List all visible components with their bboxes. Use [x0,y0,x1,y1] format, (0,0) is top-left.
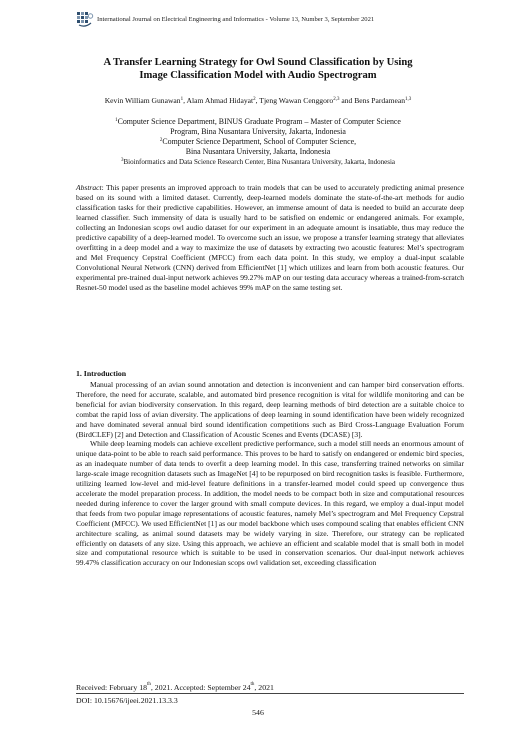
abstract [76,183,464,293]
abstract-text: : This paper presents an improved approach to train models that can be used to accurately predicting animal presence based on its sound with a limited dataset. Currently, deep-learned models dominate the state-of-the-art methods for audio classification tasks for their predictive capabilities. However, an immense amount of data is needed to build an accurate deep learned classifier. Such immensity of data is usually hard to be satisfied on endemic or endangered animals. For example, collecting an Indonesian scops owl audio dataset for our experiment in an adequate amount is insatiable, thus may reduce the predictive capability of a deep-learned model. To overcome such an issue, we propose a transfer learning strategy that alleviates overfitting in a deep model and a way to maximize the use of datasets by extracting two acoustic features: Mel’s spectrogram and Mel Frequency Cepstral Coefficient (MFCC) from each data point. In this study, we employ a dual-input scalable Convolutional Neural Network (CNN) derived from EfficientNet [1] which utilizes and learn from both acoustic features. Our experimental pre-trained dual-input network achieves 99.27% mAP on our testing data accuracy whereas a trained-from-scratch Resnet-50 model used as the baseline model achieves 99% mAP on the same testing set. [76,183,464,292]
footer-divider [76,693,464,694]
paragraph-1: Manual processing of an avian sound annotation and detection is inconvenient and can hamper bird conservation efforts. Therefore, the need for accurate, scalable, and automated bird presence recognition is vital for wildlife monitoring and can be beneficial for avian biodiversity conservation. In this regard, deep learning methods of bird detection are a suitable choice to combat the rapid loss of avian diversity. The applications of deep learning in sound identification have been widely recognized and have dominated several annual bird sound identification competitions such as Bird Cross-Language Evaluation Forum (BirdCLEF) [2] and Detection and Classification of Acoustic Scenes and Events (DCASE) [3]. [76,380,464,439]
accepted-date: , 2021. Accepted: September 24 [150,683,251,692]
received-date-suffix: th [147,682,151,687]
affiliation-3-line-1 [76,157,440,167]
received-date: Received: February 18 [76,683,148,692]
page-number: 546 [252,708,264,717]
author-4-affiliation: 1,3 [405,97,412,102]
affiliation-2-line-1 [76,137,440,147]
introduction-body [76,380,464,568]
journal-logo-icon [76,11,94,29]
author-list [60,96,456,106]
title-line-2: Image Classification Model with Audio Spectrogram [139,70,377,81]
affiliation-2-marker: 2 [159,138,163,143]
affiliation-1-marker: 1 [115,118,118,123]
affiliation-2-text: Computer Science Department, School of Computer Science, [162,137,357,146]
author-1: Kevin William Gunawan [104,96,181,105]
accepted-date-suffix: th [250,682,255,687]
doi-link[interactable]: DOI: 10.15676/ijeei.2021.13.3.3 [76,696,178,705]
affiliations [76,117,440,167]
author-2-affiliation: 2 [253,97,256,102]
affiliation-3-text: Bioinformatics and Data Science Research Center, Bina Nusantara University, Jakarta, Indonesia [123,158,396,166]
received-accepted-dates [76,683,274,692]
author-4: and Bens Pardamean [339,96,406,105]
paper-title [60,56,456,82]
running-header [76,10,476,32]
title-line-1: A Transfer Learning Strategy for Owl Sound Classification by Using [103,57,413,68]
author-2: , Alam Ahmad Hidayat [183,96,254,105]
accepted-year: , 2021 [254,683,274,692]
affiliation-1-line-2: Program, Bina Nusantara University, Jakarta, Indonesia [170,127,346,136]
paragraph-2: While deep learning models can achieve excellent predictive performance, such a model still needs an enormous amount of unique data-point to be able to reach said performance. This proves to be hard to satisfy on endangered or endemic bird species, as an inadequate number of data tends to overfit a deep learning model. In this case, transferring trained networks on similar large-scale image recognition datasets such as ImageNet [4] to be repurposed on bird recognition tasks is feasible. Furthermore, utilizing learned low-level and mid-level feature definitions in a transfer-learned model could speed up convergence thus accelerate the model preparation process. In addition, the model needs to be compact both in size and computational resources needed during inference to cover the larger ground with small compute devices. In this regard, we employ a dual-input model that feeds from two popular image representations of acoustic features, namely Mel’s spectrogram and Mel Frequency Cepstral Coefficient (MFCC). We used EfficientNet [1] as our model backbone which uses compound scaling that enables efficient CNN architecture scaling, as animal sound datasets may be widely varying in size. Therefore, our strategy can be replicated efficiently on datasets of any size. Using this approach, we achieve an efficient and scalable model that is small both in model size and computational resource which is suitable to be used in conservation scenarios. Our dual-input network achieves 99.47% classification accuracy on our Indonesian scops owl validation set, exceeding classification [76,439,464,568]
affiliation-3-marker: 3 [120,158,124,163]
author-3: , Tjeng Wawan Cenggoro [255,96,334,105]
affiliation-1-text: Computer Science Department, BINUS Graduate Program – Master of Computer Science [117,117,401,126]
section-heading-introduction: 1. Introduction [76,369,127,378]
affiliation-1-line-1 [76,117,440,127]
affiliation-2-line-2: Bina Nusantara University, Jakarta, Indonesia [185,147,331,156]
journal-name: International Journal on Electrical Engineering and Informatics - Volume 13, Number 3, September 2021 [97,16,375,23]
abstract-label: Abstract [76,183,102,192]
author-3-affiliation: 2,3 [333,97,340,102]
author-1-affiliation: 1 [180,97,184,102]
